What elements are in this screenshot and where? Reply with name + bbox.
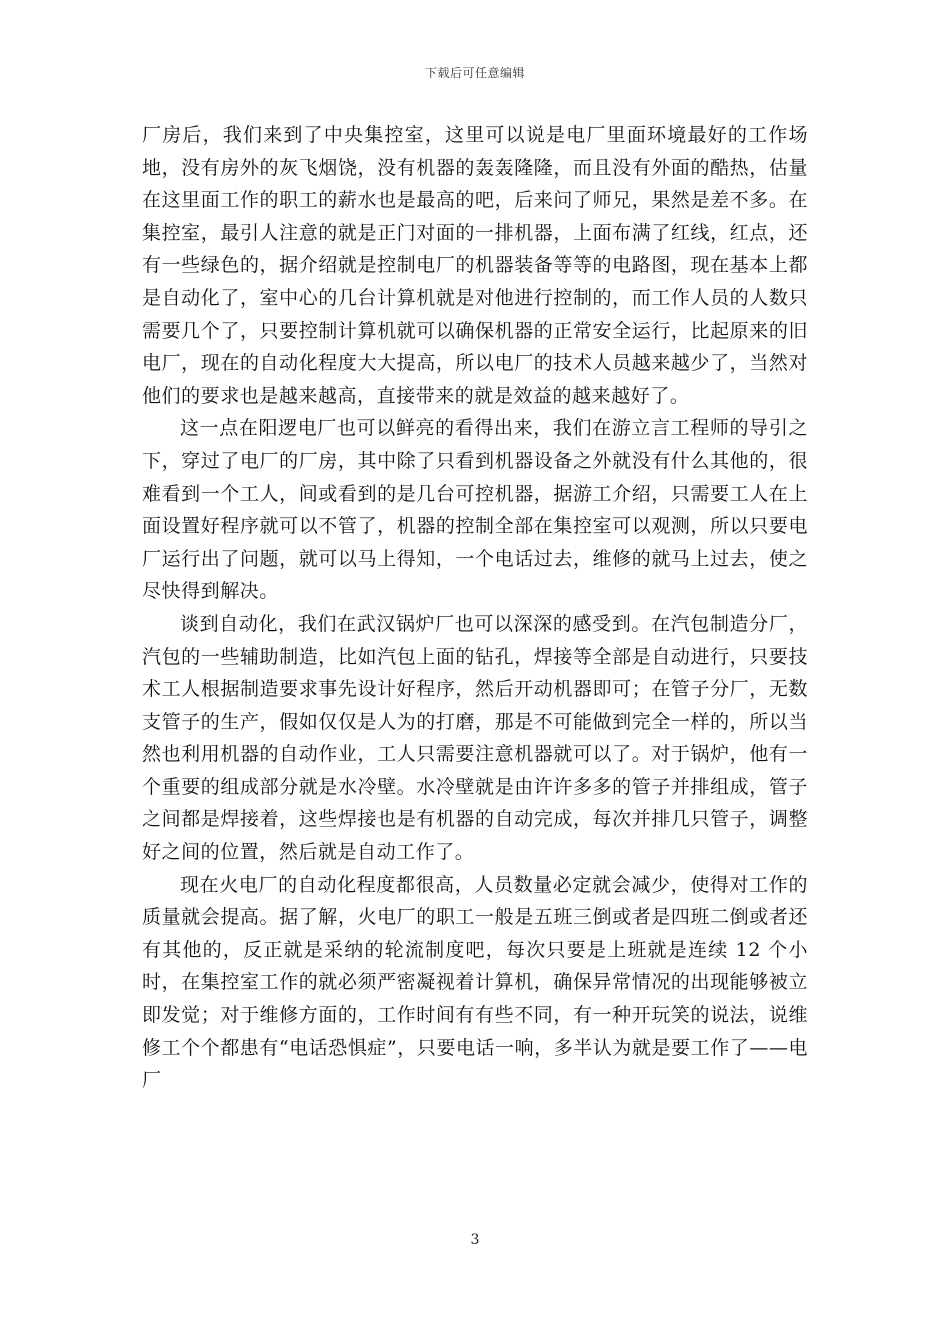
paragraph-3: 谈到自动化，我们在武汉锅炉厂也可以深深的感受到。在汽包制造分厂，汽包的一些辅助制造，比如汽包上面的钻孔，焊接等全部是自动进行，只要技术工人根据制造要求事先设计好程序，然后开动机器即可；在管子分厂，无数支管子的生产，假如仅仅是人为的打磨，那是不可能做到完全一样的，所以当然也利用机器的自动作业，工人只需要注意机器就可以了。对于锅炉，他有一个重要的组成部分就是水冷壁。水冷壁就是由许许多多的管子并排组成，管子之间都是焊接着，这些焊接也是有机器的自动完成，每次并排几只管子，调整好之间的位置，然后就是自动工作了。	[142, 612, 808, 864]
paragraph-4: 现在火电厂的自动化程度都很高，人员数量必定就会减少，使得对工作的质量就会提高。据了解，火电厂的职工一般是五班三倒或者是四班二倒或者还有其他的，反正就是采纳的轮流制度吧，每次只要是上班就是连续 12 个小时，在集控室工作的就必须严密凝视着计算机，确保异常情况的出现能够被立即发觉；对于维修方面的，工作时间有有些不同，有一种开玩笑的说法，说维修工个个都患有“电话恐惧症”，只要电话一响，多半认为就是要工作了——电厂	[142, 873, 808, 1092]
paragraph-2: 这一点在阳逻电厂也可以鲜亮的看得出来，我们在游立言工程师的导引之下，穿过了电厂的厂房，其中除了只看到机器设备之外就没有什么其他的，很难看到一个工人，间或看到的是几台可控机器，据游工介绍，只需要工人在上面设置好程序就可以不管了，机器的控制全部在集控室可以观测，所以只要电厂运行出了问题，就可以马上得知，一个电话过去，维修的就马上过去，使之尽快得到解决。	[142, 417, 808, 603]
document-body	[142, 119, 808, 1097]
paragraph-1: 厂房后，我们来到了中央集控室，这里可以说是电厂里面环境最好的工作场地，没有房外的灰飞烟饶，没有机器的轰轰隆隆，而且没有外面的酷热，估量在这里面工作的职工的薪水也是最高的吧，后来问了师兄，果然是差不多。在集控室，最引人注意的就是正门对面的一排机器，上面布满了红线，红点，还有一些绿色的，据介绍就是控制电厂的机器装备等等的电路图，现在基本上都是自动化了，室中心的几台计算机就是对他进行控制的，而工作人员的人数只需要几个了，只要控制计算机就可以确保机器的正常安全运行，比起原来的旧电厂，现在的自动化程度大大提高，所以电厂的技术人员越来越少了，当然对他们的要求也是越来越高，直接带来的就是效益的越来越好了。	[142, 124, 808, 407]
page-number: 3	[470, 1232, 480, 1248]
page-header: 下载后可任意编辑	[424, 66, 525, 80]
